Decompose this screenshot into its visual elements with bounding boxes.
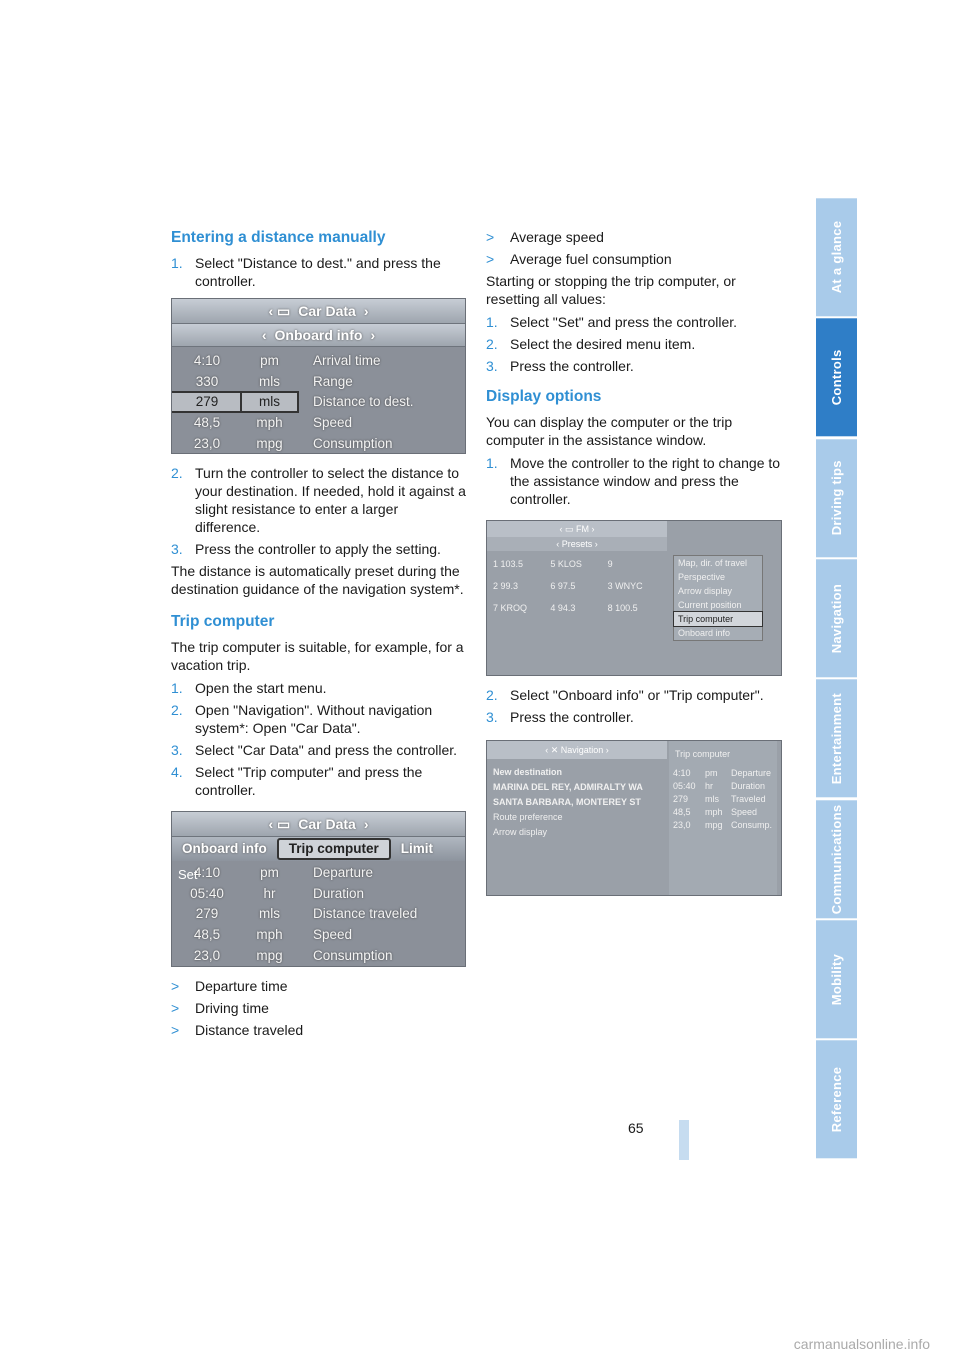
station-preset: 7 KROQ	[493, 603, 528, 613]
trip-steps	[171, 679, 466, 799]
step: 3. Press the controller to apply the setting.	[171, 541, 441, 557]
step: 1. Move the controller to the right to change to the assistance window and press the controller.	[486, 455, 781, 507]
station-preset: 4 94.3	[550, 603, 576, 613]
nav-item: Arrow display	[493, 827, 548, 837]
nav-item: New destination	[493, 767, 563, 777]
paragraph-intro: You can display the computer or the trip computer in the assistance window.	[486, 414, 733, 448]
menu-item: Onboard info	[678, 628, 731, 638]
menu-item: Arrow display	[678, 586, 733, 596]
data-row: 48,5 mph Speed	[193, 927, 353, 943]
data-row: 330 mls Range	[195, 373, 353, 389]
station-list	[493, 555, 665, 617]
screen-onboard-info	[171, 298, 466, 454]
assistance-menu	[673, 555, 763, 641]
tab-trip-computer: Trip computer	[277, 838, 391, 860]
sidebar-tab[interactable]: At a glance	[816, 198, 857, 316]
bullet-item: > Driving time	[171, 1000, 269, 1016]
data-row: 05:40 hr Duration	[673, 781, 766, 791]
data-row: 4:10 pm Arrival time	[193, 353, 381, 369]
bullet-list	[171, 977, 466, 1039]
footer-watermark: carmanualsonline.info	[793, 1336, 930, 1352]
menu-item: Trip computer	[674, 612, 762, 626]
section-title-distance: Entering a distance manually	[171, 229, 386, 246]
menu-item: Perspective	[678, 572, 726, 582]
step: 3. Press the controller.	[486, 358, 634, 374]
step: 2. Open "Navigation". Without navigation system*: Open "Car Data".	[171, 702, 433, 736]
trip-panel: Trip computer 4:10 pm Departure 05:40 hr Duration 279 mls Traveled 48,5 mph Speed 23,0 mpg Consump.	[669, 741, 777, 895]
data-row: 279 mls Distance to dest.	[172, 392, 465, 413]
step: 1. Open the start menu.	[171, 680, 327, 696]
bullet-item: > Departure time	[171, 978, 288, 994]
station-preset: 2 99.3	[493, 581, 519, 591]
section-title-trip: Trip computer	[171, 613, 275, 630]
screen-assistance-window: ‹ ▭ FM › ‹ Presets › 1 103.5 5 KLOS 9 2 99.3 6 97.5 3 WNYC 7 KROQ 4 94.3 8 100.5 Map, dir. of travel Perspective Arrow display Current position Trip computer Onboard info	[486, 520, 782, 676]
paragraph-reset: Starting or stopping the trip computer, or resetting all values:	[486, 273, 736, 307]
nav-item: MARINA DEL REY, ADMIRALTY WA	[493, 782, 643, 792]
station-preset: 9	[607, 559, 613, 569]
station-preset: 8 100.5	[607, 603, 638, 613]
reset-steps	[486, 313, 782, 375]
section-title-display: Display options	[486, 388, 602, 405]
screen-subtitle-bar: ‹ Onboard info ›	[172, 324, 465, 347]
step: 3. Select "Car Data" and press the controller.	[171, 742, 458, 758]
paragraph-note: The distance is automatically preset during the destination guidance of the navigation system*.	[171, 563, 464, 597]
data-row: 48,5 mph Speed	[673, 807, 758, 817]
screen-title-bar: ‹ ▭ Car Data ›	[172, 299, 465, 324]
station-preset: 5 KLOS	[550, 559, 582, 569]
nav-item: SANTA BARBARA, MONTEREY ST	[493, 797, 641, 807]
step: 2. Select the desired menu item.	[486, 336, 696, 352]
screen-title-bar: ‹ ▭ Car Data ›	[172, 812, 465, 837]
screen-navigation-trip	[486, 740, 782, 896]
station-preset: 3 WNYC	[607, 581, 643, 591]
step: 2. Select "Onboard info" or "Trip computer".	[486, 687, 764, 703]
step: 1. Select "Distance to dest." and press the controller.	[171, 255, 441, 289]
data-row: 23,0 mpg Consumption	[193, 435, 393, 451]
station-preset: 6 97.5	[550, 581, 576, 591]
page-marker	[679, 1120, 689, 1160]
data-row: 279 mls Traveled	[673, 794, 766, 804]
paragraph-intro: The trip computer is suitable, for example, for a vacation trip.	[171, 639, 464, 673]
data-rows	[172, 861, 465, 966]
radio-bar: ‹ ▭ FM ›	[487, 521, 667, 537]
sidebar-tab[interactable]: Navigation	[816, 559, 857, 677]
bullet-item: > Average fuel consumption	[486, 251, 672, 267]
tab-limit: Limit	[400, 841, 434, 856]
data-row: 48,5 mph Speed	[193, 415, 353, 431]
menu-item: Map, dir. of travel	[678, 558, 748, 568]
data-row: 4:10 pm Departure	[193, 865, 374, 881]
step: 1. Select "Set" and press the controller.	[486, 314, 738, 330]
nav-item: Route preference	[493, 812, 563, 822]
sidebar-tab[interactable]: Mobility	[816, 920, 857, 1038]
page-number: 65	[628, 1120, 644, 1136]
left-column	[171, 228, 466, 1043]
nav-list	[493, 765, 665, 840]
screen-tabs	[172, 837, 465, 861]
sidebar-tab[interactable]: Driving tips	[816, 439, 857, 557]
nav-bar: ‹ ✕ Navigation ›	[487, 741, 667, 759]
bullet-list	[486, 228, 782, 268]
station-preset: 1 103.5	[493, 559, 524, 569]
sidebar-tab[interactable]: Reference	[816, 1040, 857, 1158]
right-column	[486, 228, 782, 906]
step: 3. Press the controller.	[486, 709, 634, 725]
data-row: 23,0 mpg Consumption	[193, 947, 393, 963]
sidebar-tab[interactable]: Controls	[816, 318, 857, 436]
bullet-item: > Average speed	[486, 229, 604, 245]
data-row: 23,0 mpg Consump.	[673, 820, 773, 830]
tab-onboard-info: Onboard info	[182, 841, 267, 856]
data-row: 4:10 pm Departure	[673, 768, 772, 778]
set-label: Set	[178, 867, 198, 882]
sidebar-tab[interactable]: Entertainment	[816, 679, 857, 797]
data-rows	[669, 767, 777, 832]
screen-trip-computer	[171, 811, 466, 967]
step: 4. Select "Trip computer" and press the controller.	[171, 764, 423, 798]
menu-item: Current position	[678, 600, 742, 610]
data-rows	[172, 347, 465, 454]
sidebar-tab[interactable]: Communications	[816, 800, 857, 918]
data-row: 05:40 hr Duration	[190, 885, 365, 901]
bullet-item: > Distance traveled	[171, 1022, 304, 1038]
data-row: 279 mls Distance traveled	[195, 906, 418, 922]
step: 2. Turn the controller to select the distance to your destination. If needed, hold it against a slight resistance to enter a larger difference.	[171, 465, 466, 535]
